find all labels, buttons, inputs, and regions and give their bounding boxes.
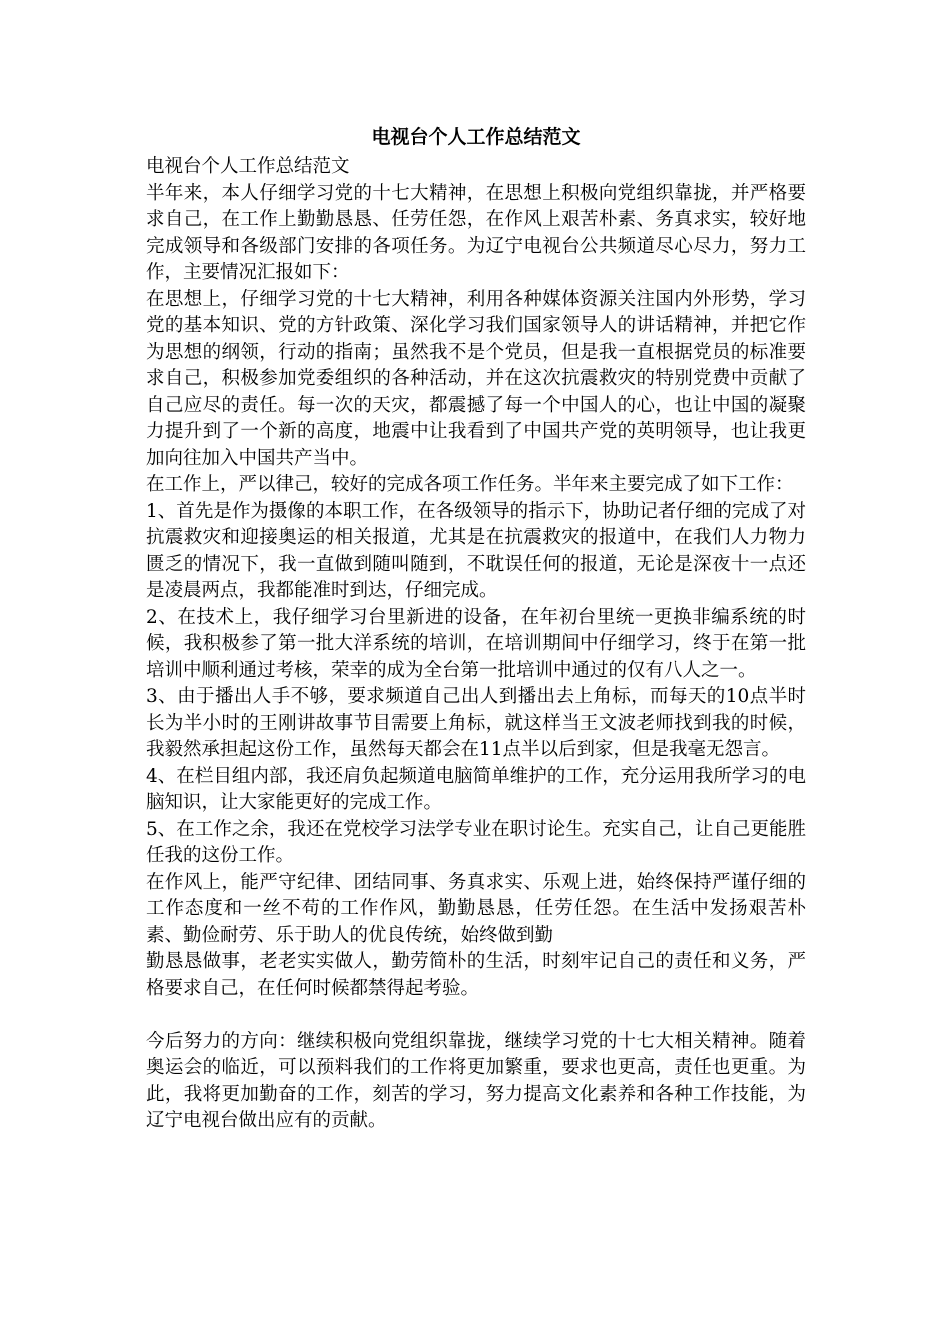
document-title: 电视台个人工作总结范文 bbox=[371, 126, 581, 148]
paragraph-style: 在作风上，能严守纪律、团结同事、务真求实、乐观上进，始终保持严谨仔细的工作态度和一丝不苟的工作作风，勤勤恳恳，任劳任怨。在生活中发扬艰苦朴素、勤俭耐劳、乐于助人的优良传统，始终做到勤 bbox=[146, 871, 806, 946]
paragraph-item-1: 1、首先是作为摄像的本职工作，在各级领导的指示下，协助记者仔细的完成了对抗震救灾和迎接奥运的相关报道，尤其是在抗震救灾的报道中，在我们人力物力匮乏的情况下，我一直做到随叫随到，不耽误任何的报道，无论是深夜十一点还是凌晨两点，我都能准时到达，仔细完成。 bbox=[146, 500, 806, 601]
paragraph-thought: 在思想上，仔细学习党的十七大精神，利用各种媒体资源关注国内外形势，学习党的基本知识、党的方针政策、深化学习我们国家领导人的讲话精神，并把它作为思想的纲领，行动的指南；虽然我不是个党员，但是我一直根据党员的标准要求自己，积极参加党委组织的各种活动，并在这次抗震救灾的特别党费中贡献了自己应尽的责任。每一次的天灾，都震撼了每一个中国人的心，也让中国的凝聚力提升到了一个新的高度，地震中让我看到了中国共产党的英明领导，也让我更加向往加入中国共产当中。 bbox=[146, 288, 806, 469]
paragraph-style-cont: 勤恳恳做事，老老实实做人，勤劳简朴的生活，时刻牢记自己的责任和义务，严格要求自己，在任何时候都禁得起考验。 bbox=[146, 951, 806, 999]
paragraph-item-2: 2、在技术上，我仔细学习台里新进的设备，在年初台里统一更换非编系统的时候，我积极参了第一批大洋系统的培训，在培训期间中仔细学习，终于在第一批培训中顺利通过考核，荣幸的成为全台第一批培训中通过的仅有八人之一。 bbox=[146, 606, 806, 681]
paragraph-item-3: 3、由于播出人手不够，要求频道自己出人到播出去上角标，而每天的10点半时长为半小时的王刚讲故事节目需要上角标，就这样当王文波老师找到我的时候，我毅然承担起这份工作，虽然每天都会在11点半以后到家，但是我毫无怨言。 bbox=[146, 686, 806, 760]
paragraph-item-4: 4、在栏目组内部，我还肩负起频道电脑简单维护的工作，充分运用我所学习的电脑知识，让大家能更好的完成工作。 bbox=[146, 765, 806, 813]
blank-line bbox=[146, 1002, 806, 1029]
paragraph-work-intro: 在工作上，严以律己，较好的完成各项工作任务。半年来主要完成了如下工作： bbox=[146, 474, 794, 495]
document-page bbox=[146, 120, 806, 1135]
paragraph-intro: 半年来，本人仔细学习党的十七大精神，在思想上积极向党组织靠拢，并严格要求自己，在工作上勤勤恳恳、任劳任怨，在作风上艰苦朴素、务真求实，较好地完成领导和各级部门安排的各项任务。为辽宁电视台公共频道尽心尽力，努力工作，主要情况汇报如下： bbox=[146, 182, 806, 283]
document-subtitle: 电视台个人工作总结范文 bbox=[146, 156, 350, 177]
paragraph-future: 今后努力的方向：继续积极向党组织靠拢，继续学习党的十七大相关精神。随着奥运会的临近，可以预料我们的工作将更加繁重，要求也更高，责任也更重。为此，我将更加勤奋的工作，刻苦的学习，努力提高文化素养和各种工作技能，为辽宁电视台做出应有的贡献。 bbox=[146, 1030, 806, 1131]
paragraph-item-5: 5、在工作之余，我还在党校学习法学专业在职讨论生。充实自己，让自己更能胜任我的这份工作。 bbox=[146, 818, 806, 866]
